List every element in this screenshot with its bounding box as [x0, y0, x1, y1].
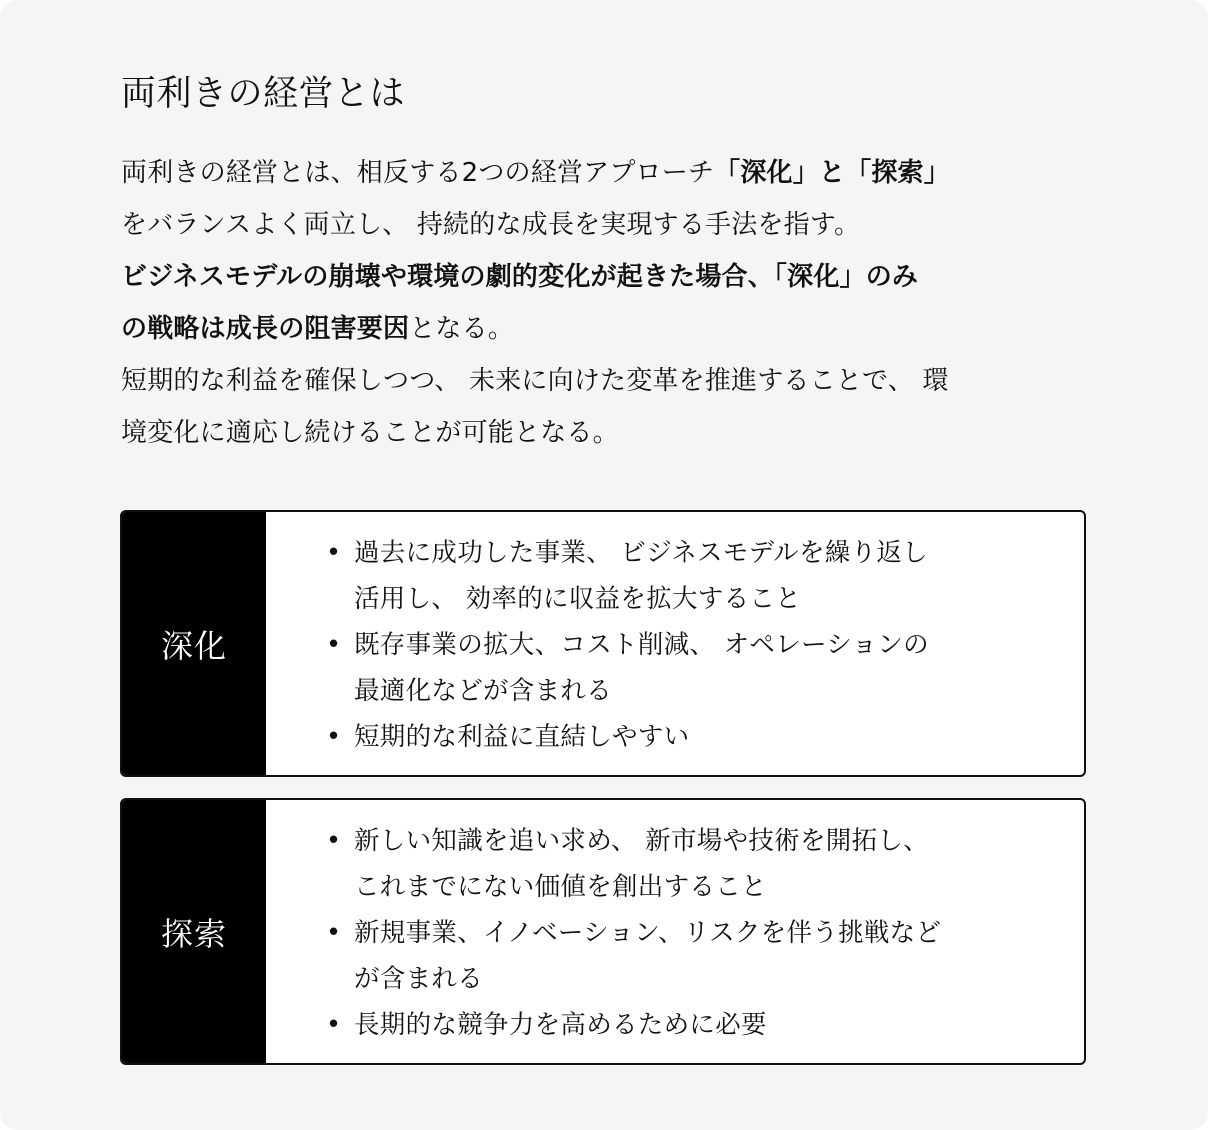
intro-line-3 [121, 251, 1081, 303]
intro-p1-emphasis: 「深化」と「探索」 [714, 158, 950, 188]
list-item [326, 530, 929, 622]
card-list-explore [326, 818, 941, 1048]
bullet-icon: • [326, 826, 342, 856]
intro-line-2: をバランスよく両立し、 持続的な成長を実現する手法を指す。 [121, 210, 861, 240]
intro-line-1 [121, 147, 1081, 199]
card-deepen [120, 510, 1086, 777]
list-item-line: 最適化などが含まれる [354, 676, 613, 706]
bullet-icon: • [326, 918, 342, 948]
intro-line-6: 境変化に適応し続けることが可能となる。 [121, 418, 619, 448]
list-item-line: 活用し、 効率的に収益を拡大すること [354, 584, 802, 614]
list-item [326, 622, 929, 714]
intro-p1-a: 両利きの経営とは、相反する2つの経営アプローチ [121, 158, 715, 188]
list-item-line: 既存事業の拡大、コスト削減、 オペレーションの [354, 630, 929, 660]
list-item-line: 過去に成功した事業、 ビジネスモデルを繰り返し [354, 538, 928, 568]
list-item-line: 短期的な利益に直結しやすい [354, 722, 690, 752]
card-label-deepen: 深化 [122, 512, 266, 775]
card-list-deepen [326, 530, 929, 760]
list-item-line: これまでにない価値を創出すること [354, 872, 767, 902]
intro-p2-bold-1: ビジネスモデルの崩壊や環境の劇的変化が起きた場合、「深化」のみ [121, 262, 919, 292]
intro-line-5: 短期的な利益を確保しつつ、 未来に向けた変革を推進することで、 環 [121, 366, 949, 396]
card-label-explore: 探索 [122, 800, 266, 1063]
bullet-icon: • [326, 1010, 342, 1040]
bullet-icon: • [326, 722, 342, 752]
list-item-line: 新しい知識を追い求め、 新市場や技術を開拓し、 [354, 826, 929, 856]
bullet-icon: • [326, 538, 342, 568]
list-item [326, 714, 929, 760]
list-item-line: 長期的な競争力を高めるために必要 [354, 1010, 767, 1040]
list-item-line: が含まれる [354, 964, 484, 994]
list-item [326, 910, 941, 1002]
page-title: 両利きの経営とは [121, 74, 406, 114]
intro-line-4 [121, 303, 1081, 355]
bullet-icon: • [326, 630, 342, 660]
card-explore [120, 798, 1086, 1065]
list-item [326, 818, 941, 910]
list-item [326, 1002, 941, 1048]
intro-p2-tail: となる。 [409, 314, 515, 344]
intro-p2-bold-2: の戦略は成長の阻害要因 [121, 314, 410, 344]
list-item-line: 新規事業、イノベーション、リスクを伴う挑戦など [354, 918, 942, 948]
intro-text [121, 147, 1081, 459]
